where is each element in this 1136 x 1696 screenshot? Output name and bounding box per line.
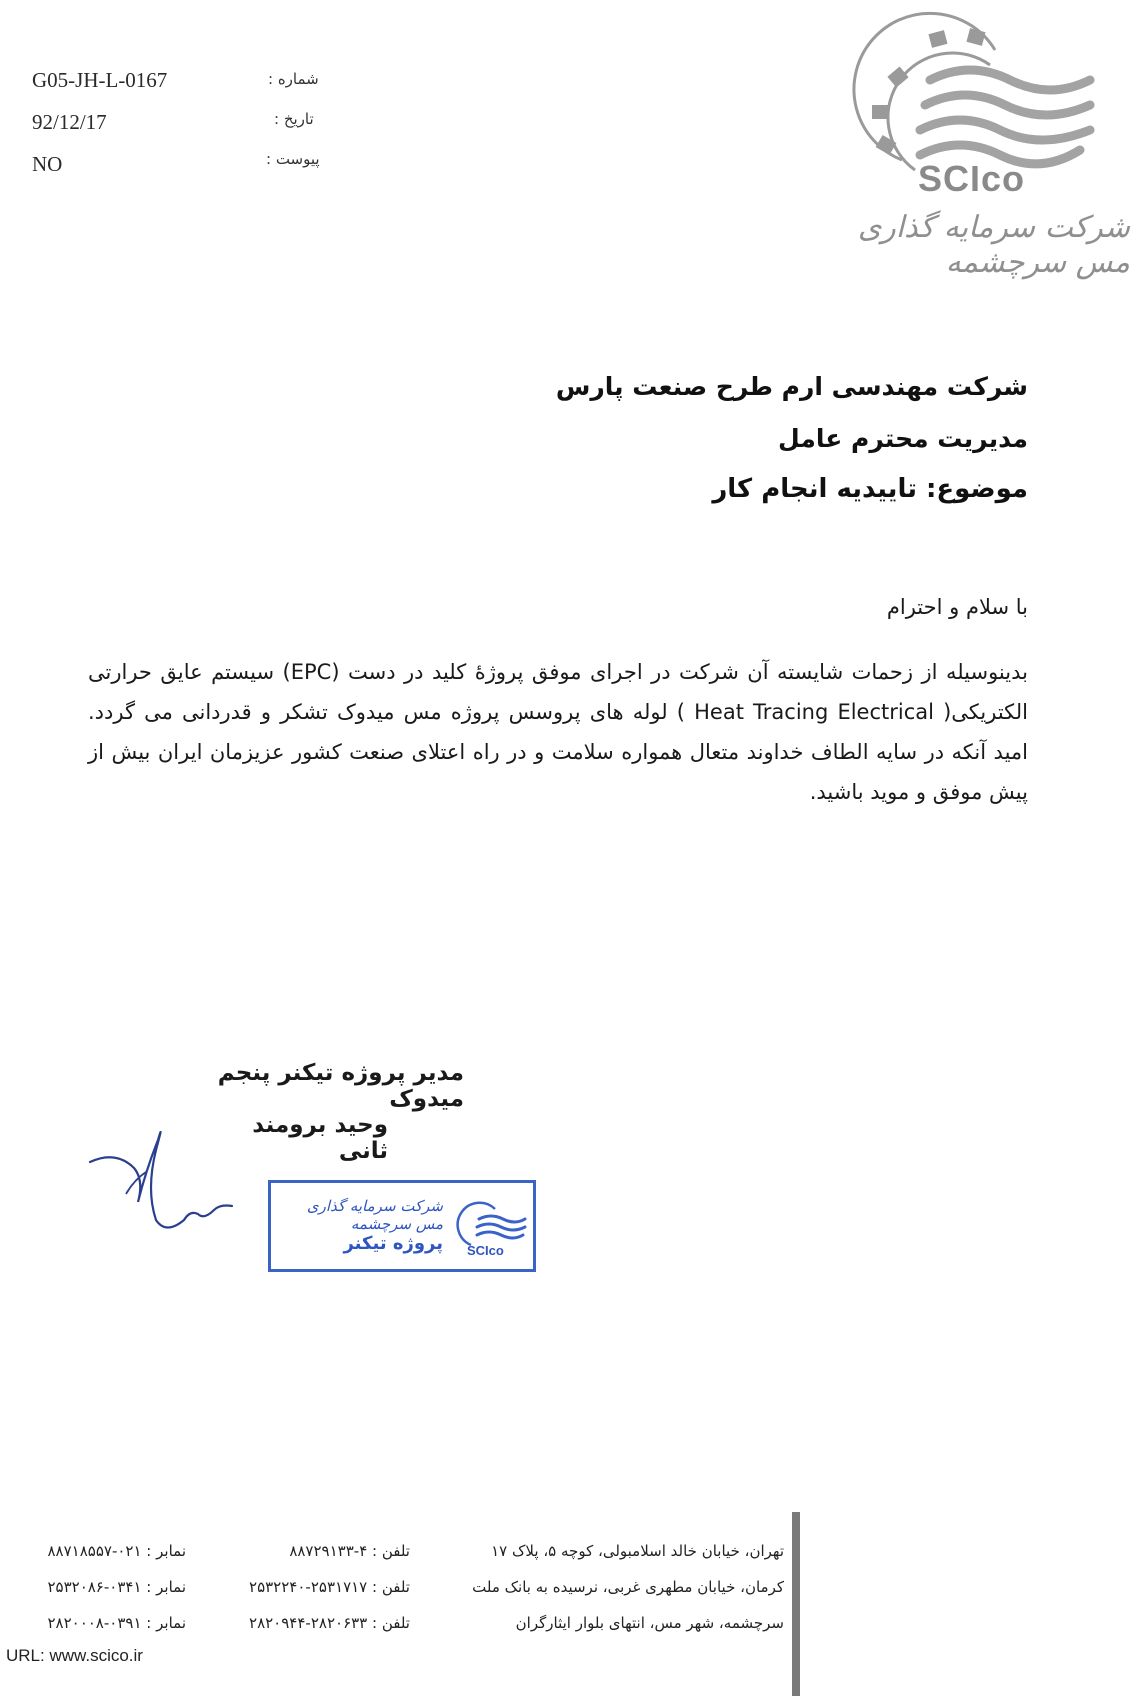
- footer-fax-sarcheshmeh: نمابر : ۰۳۹۱-۲۸۲۰۰۰۸: [47, 1614, 186, 1632]
- letter-subject: موضوع: تاییدیه انجام کار: [712, 474, 1028, 504]
- footer-phone-tehran: تلفن : ۴-۸۸۷۲۹۱۳۳: [289, 1542, 410, 1560]
- footer-address-sarcheshmeh: سرچشمه، شهر مس، انتهای بلوار ایثارگران: [515, 1614, 784, 1632]
- signatory-title: مدیر پروژه تیکنر پنجم میدوک: [217, 1060, 464, 1112]
- letter-date-label: تاریخ :: [274, 110, 314, 128]
- addressee-position: مدیریت محترم عامل: [778, 424, 1028, 453]
- project-stamp: [268, 1180, 536, 1272]
- stamp-brand: SCIco: [467, 1243, 504, 1258]
- logo-company-name: شرکت سرمایه گذاری مس سرچشمه: [857, 210, 1130, 280]
- signatory-name: وحید برومند ثانی: [252, 1112, 388, 1164]
- addressee-company: شرکت مهندسی ارم طرح صنعت پارس: [555, 372, 1028, 401]
- handwritten-signature: [86, 1110, 236, 1240]
- footer-divider: [792, 1512, 800, 1696]
- footer-address-kerman: کرمان، خیابان مطهری غربی، نرسیده به بانک ملت: [472, 1578, 784, 1596]
- footer-address-tehran: تهران، خیابان خالد اسلامبولی، کوچه ۵، پلاک ۱۷: [491, 1542, 784, 1560]
- letter-number-label: شماره :: [268, 70, 319, 88]
- letter-body: بدینوسیله از زحمات شایسته آن شرکت در اجرای موفق پروژۀ کلید در دست (EPC) سیستم عایق حرارتی الکتریکی( Heat Tracing Electrical ) لوله های پروسس پروژه مس میدوک تشکر و قدردانی می گردد. امید آنکه در سایه الطاف خداوند متعال همواره سلامت و در راه اعتلای صنعت کشور عزیزمان ایران بیش از پیش موفق و موید باشید.: [88, 660, 1028, 804]
- footer-fax-tehran: نمابر : ۰۲۱-۸۸۷۱۸۵۵۷: [47, 1542, 186, 1560]
- letter-attachment-value: NO: [32, 152, 63, 176]
- footer-fax-kerman: نمابر : ۰۳۴۱-۲۵۳۲۰۸۶: [47, 1578, 186, 1596]
- logo-brand: SCIco: [918, 158, 1026, 199]
- letter-greeting: با سلام و احترام: [886, 595, 1028, 619]
- letter-attachment-label: پیوست :: [266, 150, 320, 168]
- stamp-project-name: پروژه تیکنر: [343, 1233, 443, 1254]
- letter-date-value: 92/12/17: [32, 110, 107, 134]
- footer-phone-sarcheshmeh: تلفن : ۲۸۲۰۶۳۳-۲۸۲۰۹۴۴: [249, 1614, 410, 1632]
- letter-number-value: G05-JH-L-0167: [32, 68, 168, 92]
- footer-url[interactable]: URL: www.scico.ir: [6, 1646, 143, 1665]
- footer-phone-kerman: تلفن : ۲۵۳۱۷۱۷-۲۵۳۲۲۴۰: [249, 1578, 410, 1596]
- stamp-company-name: شرکت سرمایه گذاری مس سرچشمه: [306, 1197, 443, 1233]
